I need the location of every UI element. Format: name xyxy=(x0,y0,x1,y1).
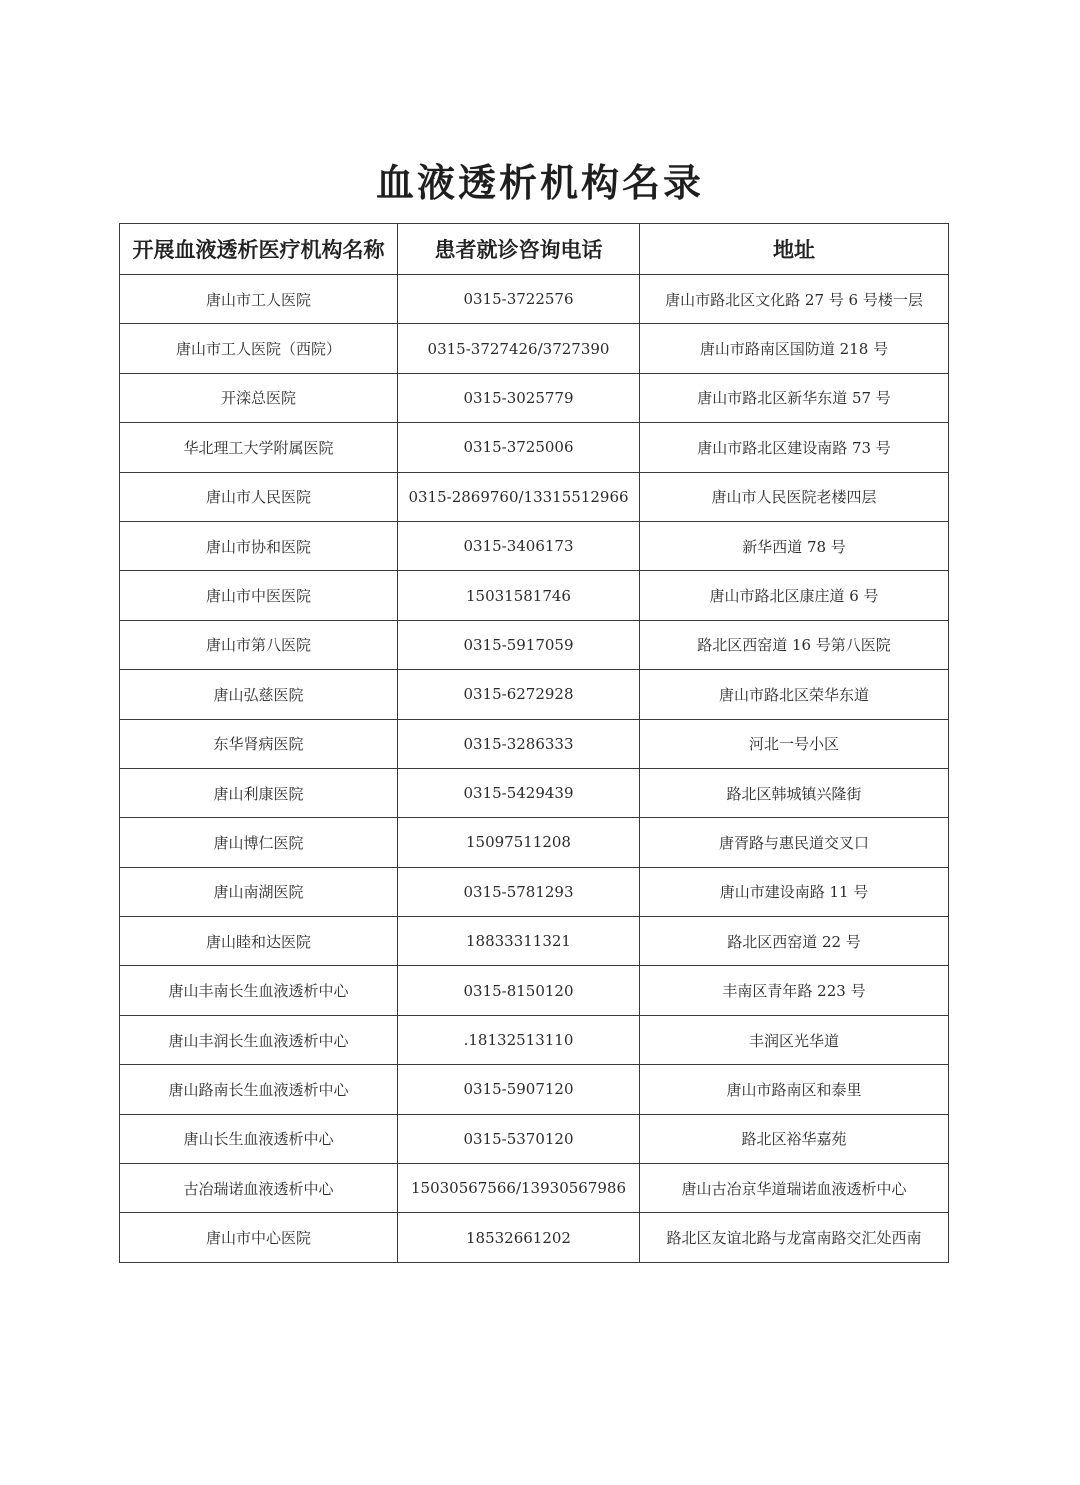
table-row xyxy=(120,423,949,472)
table-row xyxy=(120,1065,949,1114)
table-row xyxy=(120,1114,949,1163)
cell-institution-name: 唐山利康医院 xyxy=(120,768,398,817)
table-row xyxy=(120,571,949,620)
cell-institution-name: 唐山市人民医院 xyxy=(120,472,398,521)
cell-phone: 0315-5781293 xyxy=(398,867,640,916)
cell-phone: 0315-8150120 xyxy=(398,966,640,1015)
header-address: 地址 xyxy=(640,224,949,275)
cell-phone: 18532661202 xyxy=(398,1213,640,1262)
cell-institution-name: 华北理工大学附属医院 xyxy=(120,423,398,472)
cell-address: 新华西道 78 号 xyxy=(640,521,949,570)
cell-phone: 0315-5917059 xyxy=(398,620,640,669)
cell-phone: 0315-3727426/3727390 xyxy=(398,324,640,373)
cell-address: 唐山市路北区建设南路 73 号 xyxy=(640,423,949,472)
cell-institution-name: 古冶瑞诺血液透析中心 xyxy=(120,1164,398,1213)
cell-address: 丰南区青年路 223 号 xyxy=(640,966,949,1015)
cell-address: 唐山市人民医院老楼四层 xyxy=(640,472,949,521)
cell-institution-name: 唐山路南长生血液透析中心 xyxy=(120,1065,398,1114)
cell-phone: 15030567566/13930567986 xyxy=(398,1164,640,1213)
header-institution-name: 开展血液透析医疗机构名称 xyxy=(120,224,398,275)
cell-address: 唐山市路北区新华东道 57 号 xyxy=(640,373,949,422)
table-row xyxy=(120,275,949,324)
table-header-row xyxy=(120,224,949,275)
table-row xyxy=(120,1164,949,1213)
cell-phone: 18833311321 xyxy=(398,917,640,966)
cell-phone: 0315-5907120 xyxy=(398,1065,640,1114)
cell-address: 丰润区光华道 xyxy=(640,1015,949,1064)
cell-address: 唐山古冶京华道瑞诺血液透析中心 xyxy=(640,1164,949,1213)
cell-phone: .18132513110 xyxy=(398,1015,640,1064)
cell-phone: 0315-5429439 xyxy=(398,768,640,817)
cell-address: 路北区友谊北路与龙富南路交汇处西南 xyxy=(640,1213,949,1262)
cell-address: 河北一号小区 xyxy=(640,719,949,768)
cell-phone: 0315-6272928 xyxy=(398,670,640,719)
table-row xyxy=(120,1015,949,1064)
table-row xyxy=(120,521,949,570)
table-row xyxy=(120,818,949,867)
cell-institution-name: 唐山市中心医院 xyxy=(120,1213,398,1262)
cell-address: 路北区韩城镇兴隆街 xyxy=(640,768,949,817)
cell-address: 唐山市路北区康庄道 6 号 xyxy=(640,571,949,620)
table-row xyxy=(120,867,949,916)
cell-institution-name: 唐山市工人医院（西院） xyxy=(120,324,398,373)
cell-institution-name: 唐山长生血液透析中心 xyxy=(120,1114,398,1163)
table-row xyxy=(120,1213,949,1262)
table-row xyxy=(120,966,949,1015)
cell-phone: 0315-3286333 xyxy=(398,719,640,768)
cell-institution-name: 唐山弘慈医院 xyxy=(120,670,398,719)
cell-institution-name: 唐山南湖医院 xyxy=(120,867,398,916)
page-title: 血液透析机构名录 xyxy=(375,160,704,205)
cell-institution-name: 东华肾病医院 xyxy=(120,719,398,768)
cell-phone: 0315-5370120 xyxy=(398,1114,640,1163)
cell-address: 路北区西窑道 22 号 xyxy=(640,917,949,966)
cell-phone: 0315-3722576 xyxy=(398,275,640,324)
cell-phone: 0315-2869760/13315512966 xyxy=(398,472,640,521)
cell-phone: 0315-3406173 xyxy=(398,521,640,570)
cell-address: 唐山市路南区国防道 218 号 xyxy=(640,324,949,373)
table-row xyxy=(120,620,949,669)
cell-phone: 0315-3025779 xyxy=(398,373,640,422)
table-row xyxy=(120,768,949,817)
cell-institution-name: 唐山博仁医院 xyxy=(120,818,398,867)
cell-institution-name: 唐山市工人医院 xyxy=(120,275,398,324)
cell-institution-name: 唐山丰南长生血液透析中心 xyxy=(120,966,398,1015)
cell-institution-name: 唐山市第八医院 xyxy=(120,620,398,669)
table-row xyxy=(120,373,949,422)
table-row xyxy=(120,472,949,521)
table-row xyxy=(120,719,949,768)
cell-address: 唐山市路南区和泰里 xyxy=(640,1065,949,1114)
cell-phone: 15031581746 xyxy=(398,571,640,620)
table-row xyxy=(120,917,949,966)
cell-phone: 15097511208 xyxy=(398,818,640,867)
cell-address: 唐山市路北区文化路 27 号 6 号楼一层 xyxy=(640,275,949,324)
table-row xyxy=(120,324,949,373)
cell-institution-name: 唐山睦和达医院 xyxy=(120,917,398,966)
cell-address: 路北区裕华嘉苑 xyxy=(640,1114,949,1163)
cell-phone: 0315-3725006 xyxy=(398,423,640,472)
header-consult-phone: 患者就诊咨询电话 xyxy=(398,224,640,275)
cell-address: 唐山市建设南路 11 号 xyxy=(640,867,949,916)
cell-institution-name: 开滦总医院 xyxy=(120,373,398,422)
cell-address: 唐山市路北区荣华东道 xyxy=(640,670,949,719)
table-row xyxy=(120,670,949,719)
cell-address: 唐胥路与惠民道交叉口 xyxy=(640,818,949,867)
cell-institution-name: 唐山市协和医院 xyxy=(120,521,398,570)
cell-address: 路北区西窑道 16 号第八医院 xyxy=(640,620,949,669)
directory-table xyxy=(119,223,949,1263)
cell-institution-name: 唐山市中医医院 xyxy=(120,571,398,620)
cell-institution-name: 唐山丰润长生血液透析中心 xyxy=(120,1015,398,1064)
